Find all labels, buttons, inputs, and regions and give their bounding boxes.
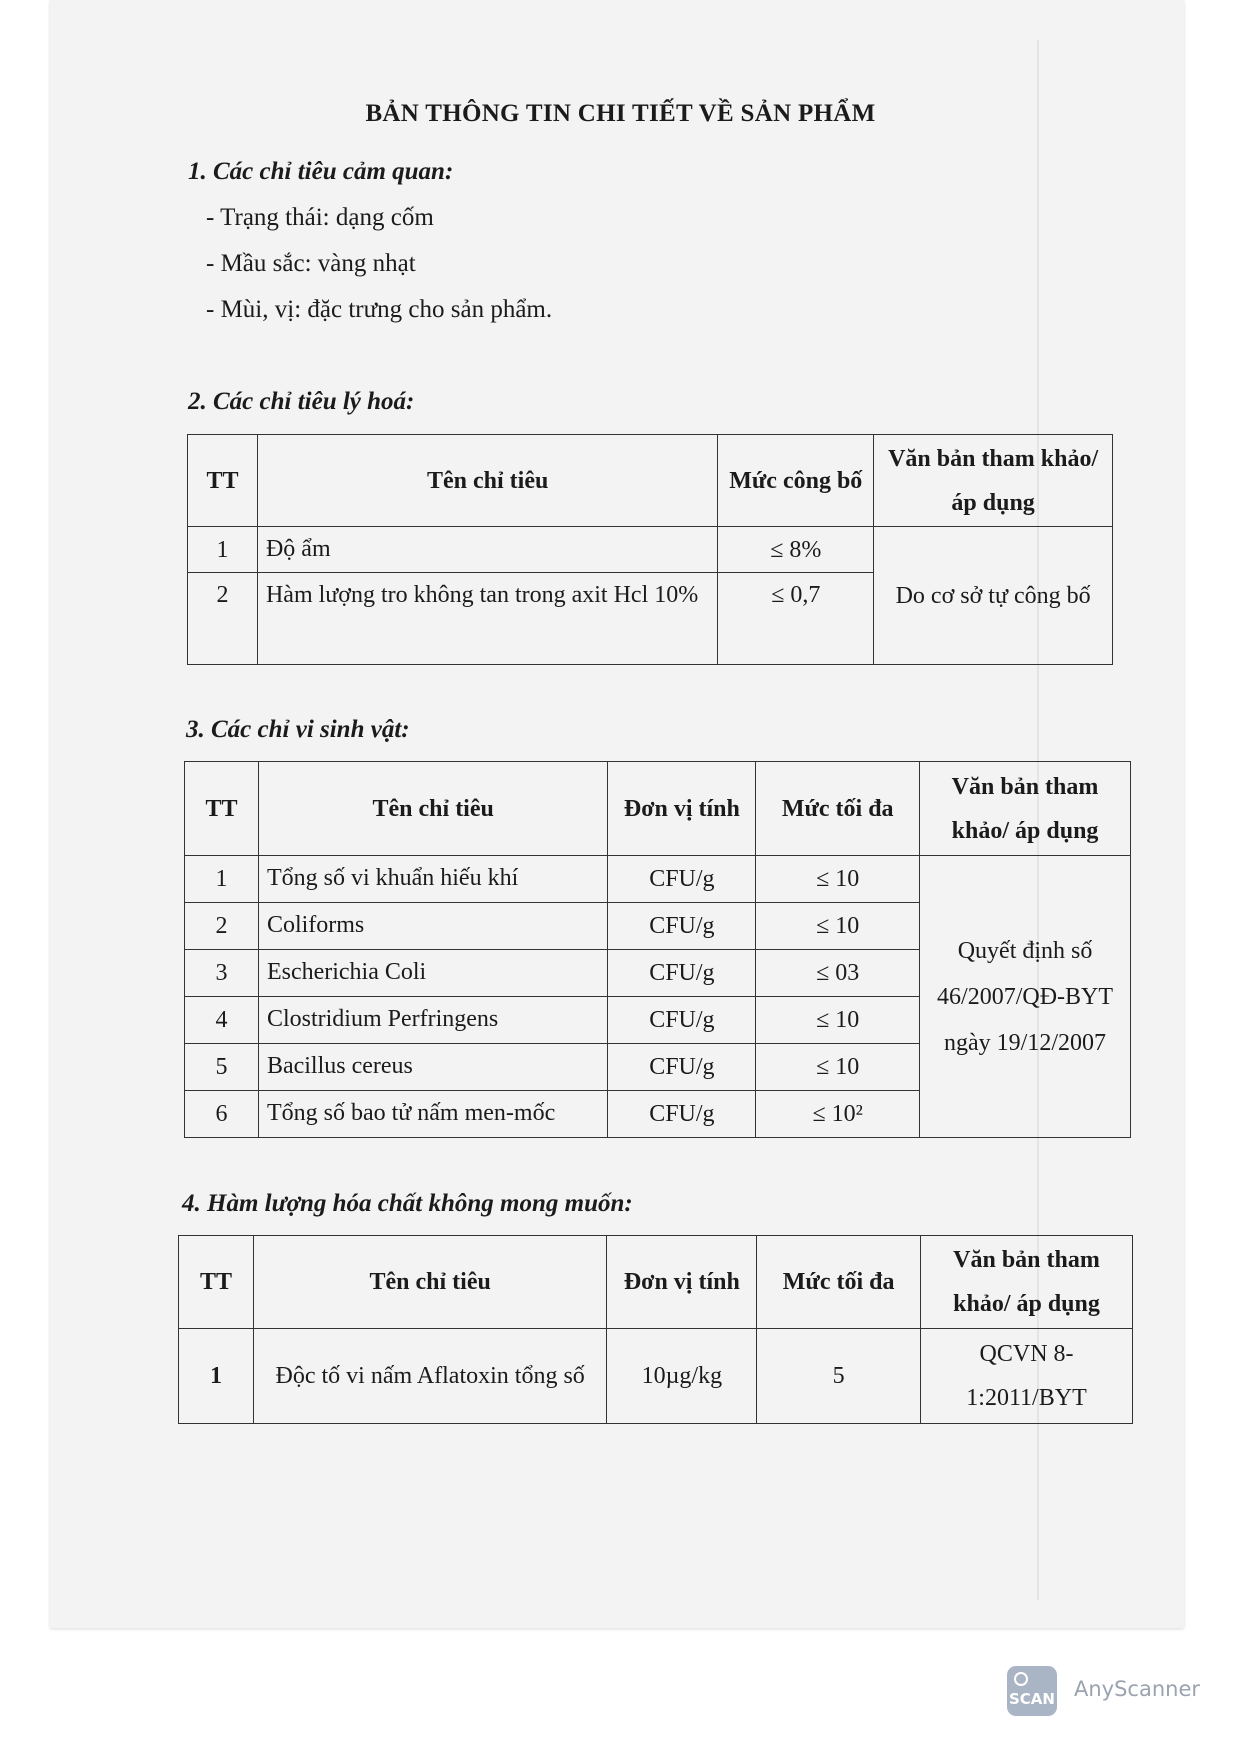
cell-level: ≤ 0,7 <box>718 573 874 665</box>
cell-unit: CFU/g <box>608 903 756 950</box>
cell-tt: 1 <box>188 527 258 573</box>
cell-reference: Quyết định số 46/2007/QĐ-BYT ngày 19/12/2007 <box>920 856 1131 1138</box>
cell-tt: 2 <box>188 573 258 665</box>
header-name: Tên chỉ tiêu <box>258 762 608 856</box>
brand-name: AnyScanner <box>1074 1677 1201 1701</box>
cell-name: Hàm lượng tro không tan trong axit Hcl 10% <box>257 573 717 665</box>
cell-unit: CFU/g <box>608 997 756 1044</box>
cell-name: Clostridium Perfringens <box>258 997 608 1044</box>
cell-unit: CFU/g <box>608 950 756 997</box>
cell-unit: 10µg/kg <box>607 1329 757 1424</box>
cell-tt: 2 <box>185 903 259 950</box>
header-tt: TT <box>179 1236 254 1329</box>
cell-name: Độc tố vi nấm Aflatoxin tổng số <box>253 1329 606 1424</box>
table-row <box>185 856 1131 903</box>
section1-item: - Trạng thái: dạng cốm <box>206 204 434 231</box>
cell-tt: 6 <box>185 1091 259 1138</box>
header-name: Tên chỉ tiêu <box>253 1236 606 1329</box>
table-row <box>188 527 1113 573</box>
header-max: Mức tối đa <box>757 1236 921 1329</box>
logo-text: SCAN <box>1009 1690 1055 1708</box>
cell-max: ≤ 10 <box>756 997 920 1044</box>
section1-item: - Mầu sắc: vàng nhạt <box>206 250 416 277</box>
cell-name: Bacillus cereus <box>258 1044 608 1091</box>
microbiology-table <box>184 761 1131 1138</box>
section1-heading: 1. Các chỉ tiêu cảm quan: <box>188 158 454 185</box>
section2-heading: 2. Các chỉ tiêu lý hoá: <box>188 388 415 415</box>
header-unit: Đơn vị tính <box>608 762 756 856</box>
header-name: Tên chỉ tiêu <box>257 435 717 527</box>
cell-name: Tổng số bao tử nấm men-mốc <box>258 1091 608 1138</box>
camera-icon <box>1014 1672 1028 1686</box>
cell-max: ≤ 10 <box>756 856 920 903</box>
header-tt: TT <box>188 435 258 527</box>
cell-max: ≤ 10² <box>756 1091 920 1138</box>
section1-item: - Mùi, vị: đặc trưng cho sản phẩm. <box>206 296 553 323</box>
cell-reference: Do cơ sở tự công bố <box>874 527 1113 665</box>
physicochemical-table <box>187 434 1113 665</box>
cell-tt: 1 <box>179 1329 254 1424</box>
header-tt: TT <box>185 762 259 856</box>
document-title: BẢN THÔNG TIN CHI TIẾT VỀ SẢN PHẨM <box>365 100 876 127</box>
section3-heading: 3. Các chỉ vi sinh vật: <box>186 716 410 743</box>
cell-tt: 4 <box>185 997 259 1044</box>
cell-reference: QCVN 8-1:2011/BYT <box>921 1329 1133 1424</box>
cell-max: ≤ 10 <box>756 1044 920 1091</box>
cell-level: ≤ 8% <box>718 527 874 573</box>
header-level: Mức công bố <box>718 435 874 527</box>
header-max: Mức tối đa <box>756 762 920 856</box>
header-reference: Văn bản tham khảo/ áp dụng <box>874 435 1113 527</box>
cell-name: Tổng số vi khuẩn hiếu khí <box>258 856 608 903</box>
cell-max: ≤ 03 <box>756 950 920 997</box>
header-reference: Văn bản tham khảo/ áp dụng <box>920 762 1131 856</box>
anyscanner-logo <box>1007 1666 1057 1716</box>
undesirable-chemicals-table <box>178 1235 1133 1424</box>
cell-unit: CFU/g <box>608 1044 756 1091</box>
cell-name: Escherichia Coli <box>258 950 608 997</box>
cell-unit: CFU/g <box>608 856 756 903</box>
cell-max: ≤ 10 <box>756 903 920 950</box>
cell-tt: 1 <box>185 856 259 903</box>
table-row <box>179 1329 1133 1424</box>
cell-name: Độ ẩm <box>257 527 717 573</box>
header-reference: Văn bản tham khảo/ áp dụng <box>921 1236 1133 1329</box>
cell-max: 5 <box>757 1329 921 1424</box>
section4-heading: 4. Hàm lượng hóa chất không mong muốn: <box>182 1190 633 1217</box>
cell-name: Coliforms <box>258 903 608 950</box>
header-unit: Đơn vị tính <box>607 1236 757 1329</box>
cell-unit: CFU/g <box>608 1091 756 1138</box>
cell-tt: 3 <box>185 950 259 997</box>
cell-tt: 5 <box>185 1044 259 1091</box>
